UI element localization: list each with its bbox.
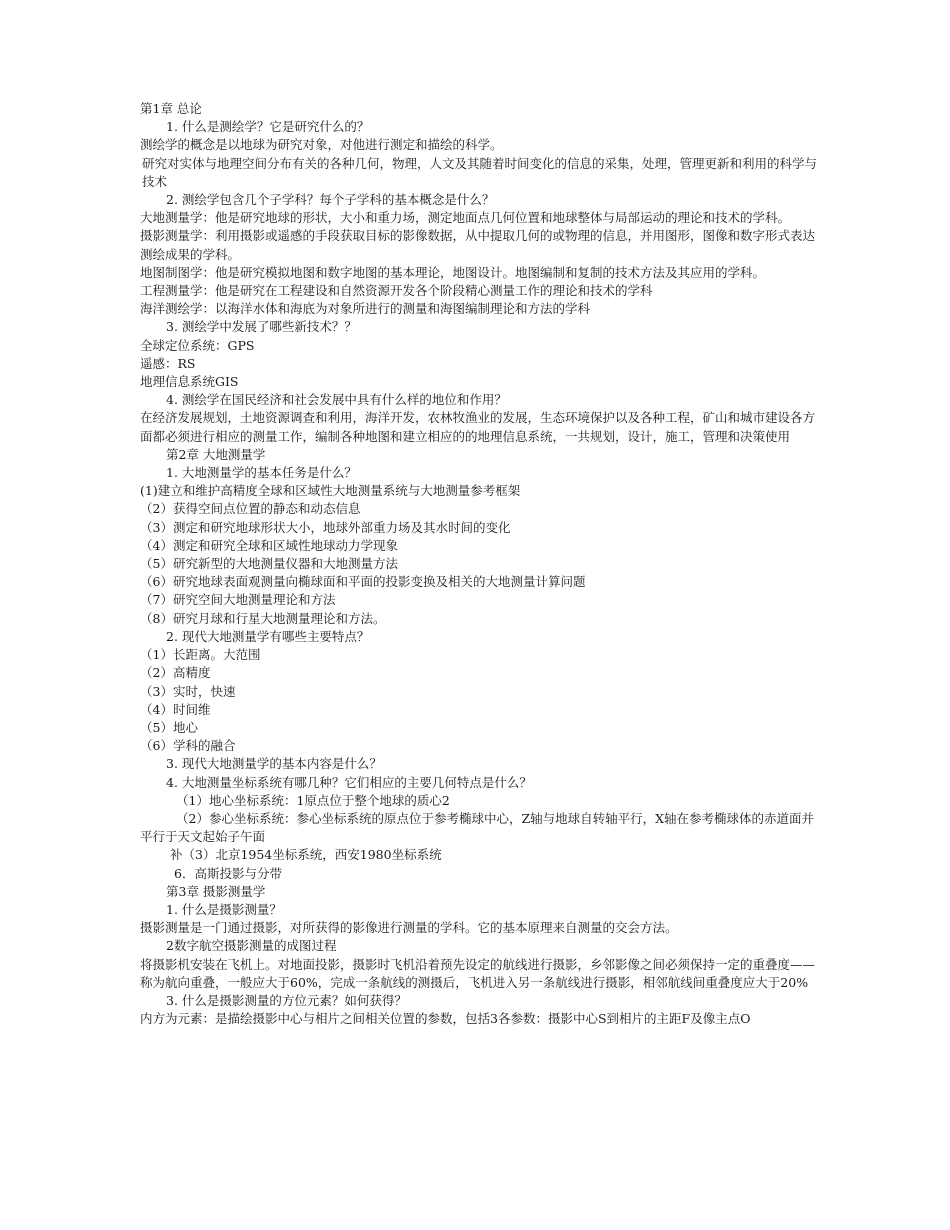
list-item: （2）获得空间点位置的静态和动态信息 (140, 501, 361, 517)
question: 4. 测绘学在国民经济和社会发展中具有什么样的地位和作用？ (166, 392, 507, 408)
answer-line: 地理信息系统GIS (140, 374, 239, 390)
document-page (140, 100, 820, 1028)
question: 3. 测绘学中发展了哪些新技术？？ (166, 319, 357, 335)
answer-paragraph: （2）参心坐标系统：参心坐标系统的原点位于参考椭球中心，Z轴与地球自转轴平行，X轴在参考椭球体的赤道面并平行于天文起始子午面 (140, 810, 815, 845)
question: 2数字航空摄影测量的成图过程 (166, 938, 337, 954)
question: 1. 大地测量学的基本任务是什么？ (166, 465, 357, 481)
answer-paragraph: 海洋测绘学：以海洋水体和海底为对象所进行的测量和海图编制理论和方法的学科 (140, 301, 591, 317)
answer-paragraph: 大地测量学：他是研究地球的形状，大小和重力场，测定地面点几何位置和地球整体与局部运动的理论和技术的学科。 (140, 210, 791, 226)
answer-paragraph: 摄影测量是一门通过摄影，对所获得的影像进行测量的学科。它的基本原理来自测量的交会方法。 (140, 920, 678, 936)
question: 2. 测绘学包含几个子学科？每个子学科的基本概念是什么？ (166, 192, 495, 208)
list-item: （3）测定和研究地球形状大小，地球外部重力场及其水时间的变化 (140, 519, 511, 535)
question: 4. 大地测量坐标系统有哪几种？它们相应的主要几何特点是什么？ (166, 774, 532, 790)
chapter-1-title: 第1章 总论 (140, 101, 202, 116)
question: 1. 什么是摄影测量？ (166, 901, 282, 917)
list-item: （4）测定和研究全球和区域性地球动力学现象 (140, 537, 398, 553)
answer-paragraph: 工程测量学：他是研究在工程建设和自然资源开发各个阶段精心测量工作的理论和技术的学科 (140, 283, 653, 299)
question: 3. 现代大地测量学的基本内容是什么？ (166, 756, 382, 772)
answer-line: 遥感：RS (140, 355, 196, 371)
answer-line: 补（3）北京1954坐标系统，西安1980坐标系统 (170, 847, 442, 863)
question: 3. 什么是摄影测量的方位元素？如何获得？ (166, 992, 407, 1008)
list-item: （8）研究月球和行星大地测量理论和方法。 (140, 610, 386, 626)
list-item: （2）高精度 (140, 665, 211, 681)
question: 6．高斯投影与分带 (174, 865, 282, 881)
list-item: （3）实时，快速 (140, 683, 236, 699)
answer-line: （1）地心坐标系统：1原点位于整个地球的质心2 (176, 792, 450, 808)
list-item: （7）研究空间大地测量理论和方法 (140, 592, 336, 608)
chapter-3-title: 第3章 摄影测量学 (166, 883, 266, 899)
answer-paragraph: 在经济发展规划，土地资源调查和利用，海洋开发，农林牧渔业的发展，生态环境保护以及各种工程，矿山和城市建设各方面都必须进行相应的测量工作，编制各种地图和建立相应的的地理信息系统，一共规划，设计，施工，管理和决策使用 (140, 410, 816, 444)
list-item: （1）长距离。大范围 (140, 647, 261, 663)
list-item: （6）研究地球表面观测量向椭球面和平面的投影变换及相关的大地测量计算问题 (140, 574, 586, 590)
answer-paragraph: 地图制图学：他是研究模拟地图和数字地图的基本理论，地图设计。地图编制和复制的技术方法及其应用的学科。 (140, 264, 766, 280)
list-item: （6）学科的融合 (140, 738, 236, 754)
answer-line: 全球定位系统：GPS (140, 337, 255, 353)
answer-paragraph: 内方为元素：是描绘摄影中心与相片之间相关位置的参数，包括3各参数：摄影中心S到相片的主距F及像主点O (140, 1011, 751, 1027)
chapter-2-title: 第2章 大地测量学 (166, 446, 266, 462)
question: 1. 什么是测绘学？它是研究什么的？ (166, 119, 370, 135)
list-item: （5）研究新型的大地测量仪器和大地测量方法 (140, 556, 398, 572)
answer-paragraph: 将摄影机安装在飞机上。对地面投影，摄影时飞机沿着预先设定的航线进行摄影，乡邻影像之间必须保持一定的重叠度——称为航向重叠，一般应大于60%，完成一条航线的测摄后，飞机进入另一条航线进行摄影，相邻航线间重叠度应大于20% (140, 956, 816, 990)
answer-paragraph: 测绘学的概念是以地球为研究对象，对他进行测定和描绘的科学。 (140, 137, 503, 153)
list-item: (1)建立和维护高精度全球和区域性大地测量系统与大地测量参考框架 (140, 483, 521, 499)
list-item: （4）时间维 (140, 701, 211, 717)
question: 2. 现代大地测量学有哪些主要特点？ (166, 628, 370, 644)
list-item: （5）地心 (140, 719, 198, 735)
answer-paragraph: 摄影测量学：利用摄影或遥感的手段获取目标的影像数据，从中提取几何的或物理的信息，并用图形，图像和数字形式表达测绘成果的学科。 (140, 228, 816, 262)
answer-paragraph: 研究对实体与地理空间分布有关的各种几何，物理，人文及其随着时间变化的信息的采集，处理，管理更新和利用的科学与技术 (142, 155, 818, 189)
